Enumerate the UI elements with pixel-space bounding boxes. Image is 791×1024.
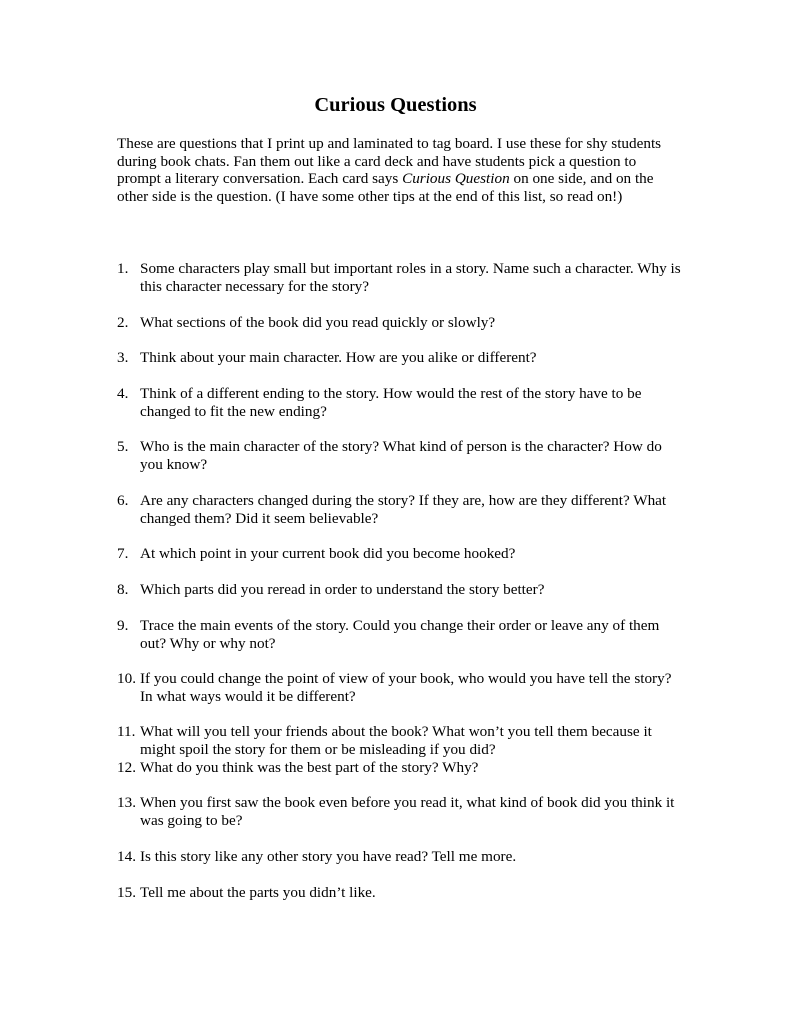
question-text: What sections of the book did you read quickly or slowly? [140, 314, 496, 331]
question-number: 12. [117, 759, 136, 776]
question-text: At which point in your current book did you become hooked? [140, 545, 516, 562]
question-number: 14. [117, 848, 136, 865]
question-number: 8. [117, 581, 129, 598]
page-title: Curious Questions [314, 94, 477, 116]
question-text: Think about your main character. How are you alike or different? [140, 349, 537, 366]
question-number: 15. [117, 884, 136, 901]
question-text: Which parts did you reread in order to understand the story better? [140, 581, 545, 598]
question-number: 11. [117, 723, 136, 740]
question-text: If you could change the point of view of your book, who would you have tell the story? In what ways would it be different? [140, 670, 672, 705]
question-text: Tell me about the parts you didn’t like. [140, 884, 376, 901]
question-text: Think of a different ending to the story. How would the rest of the story have to be changed to fit the new ending? [140, 385, 642, 420]
question-number: 5. [117, 438, 129, 455]
question-item-6 [117, 492, 682, 527]
question-number: 13. [117, 794, 136, 811]
question-text: Some characters play small but important roles in a story. Name such a character. Why is this character necessary for the story? [140, 260, 681, 295]
question-text: Who is the main character of the story? What kind of person is the character? How do you know? [140, 438, 662, 473]
question-item-10 [117, 670, 682, 705]
intro-text-end: on one side, and on the other side is the question. (I have some other tips at the end of this list, so read on!) [117, 170, 654, 205]
question-item-4 [117, 385, 682, 420]
question-number: 3. [117, 349, 129, 366]
question-text: When you first saw the book even before you read it, what kind of book did you think it was going to be? [140, 794, 675, 829]
question-item-11 [117, 723, 682, 758]
question-number: 6. [117, 492, 129, 509]
question-number: 7. [117, 545, 129, 562]
question-text: What will you tell your friends about the book? What won’t you tell them because it might spoil the story for them or be misleading if you did? [140, 723, 652, 758]
question-item-8 [117, 581, 682, 599]
question-number: 4. [117, 385, 129, 402]
question-text: Trace the main events of the story. Could you change their order or leave any of them out? Why or why not? [140, 617, 660, 652]
question-number: 9. [117, 617, 129, 634]
question-item-1 [117, 260, 682, 295]
question-number: 2. [117, 314, 129, 331]
question-number: 10. [117, 670, 136, 687]
question-item-14 [117, 848, 682, 866]
question-item-2 [117, 314, 682, 332]
question-item-3 [117, 349, 682, 367]
question-item-12 [117, 759, 682, 777]
question-item-13 [117, 794, 682, 829]
question-text: Are any characters changed during the story? If they are, how are they different? What changed them? Did it seem believable? [140, 492, 667, 527]
question-item-5 [117, 438, 682, 473]
question-text: What do you think was the best part of the story? Why? [140, 759, 479, 776]
question-item-9 [117, 617, 682, 652]
question-number: 1. [117, 260, 129, 277]
intro-text-start: These are questions that I print up and laminated to tag board. I use these for shy students during book chats. Fan them out like a card deck and have students pick a question to prompt a literary conversation. Each card says [117, 135, 662, 188]
intro-emphasis: Curious Question [402, 170, 510, 188]
question-item-15 [117, 884, 682, 902]
question-text: Is this story like any other story you have read? Tell me more. [140, 848, 517, 865]
question-item-7 [117, 545, 682, 563]
intro-paragraph [117, 135, 682, 205]
